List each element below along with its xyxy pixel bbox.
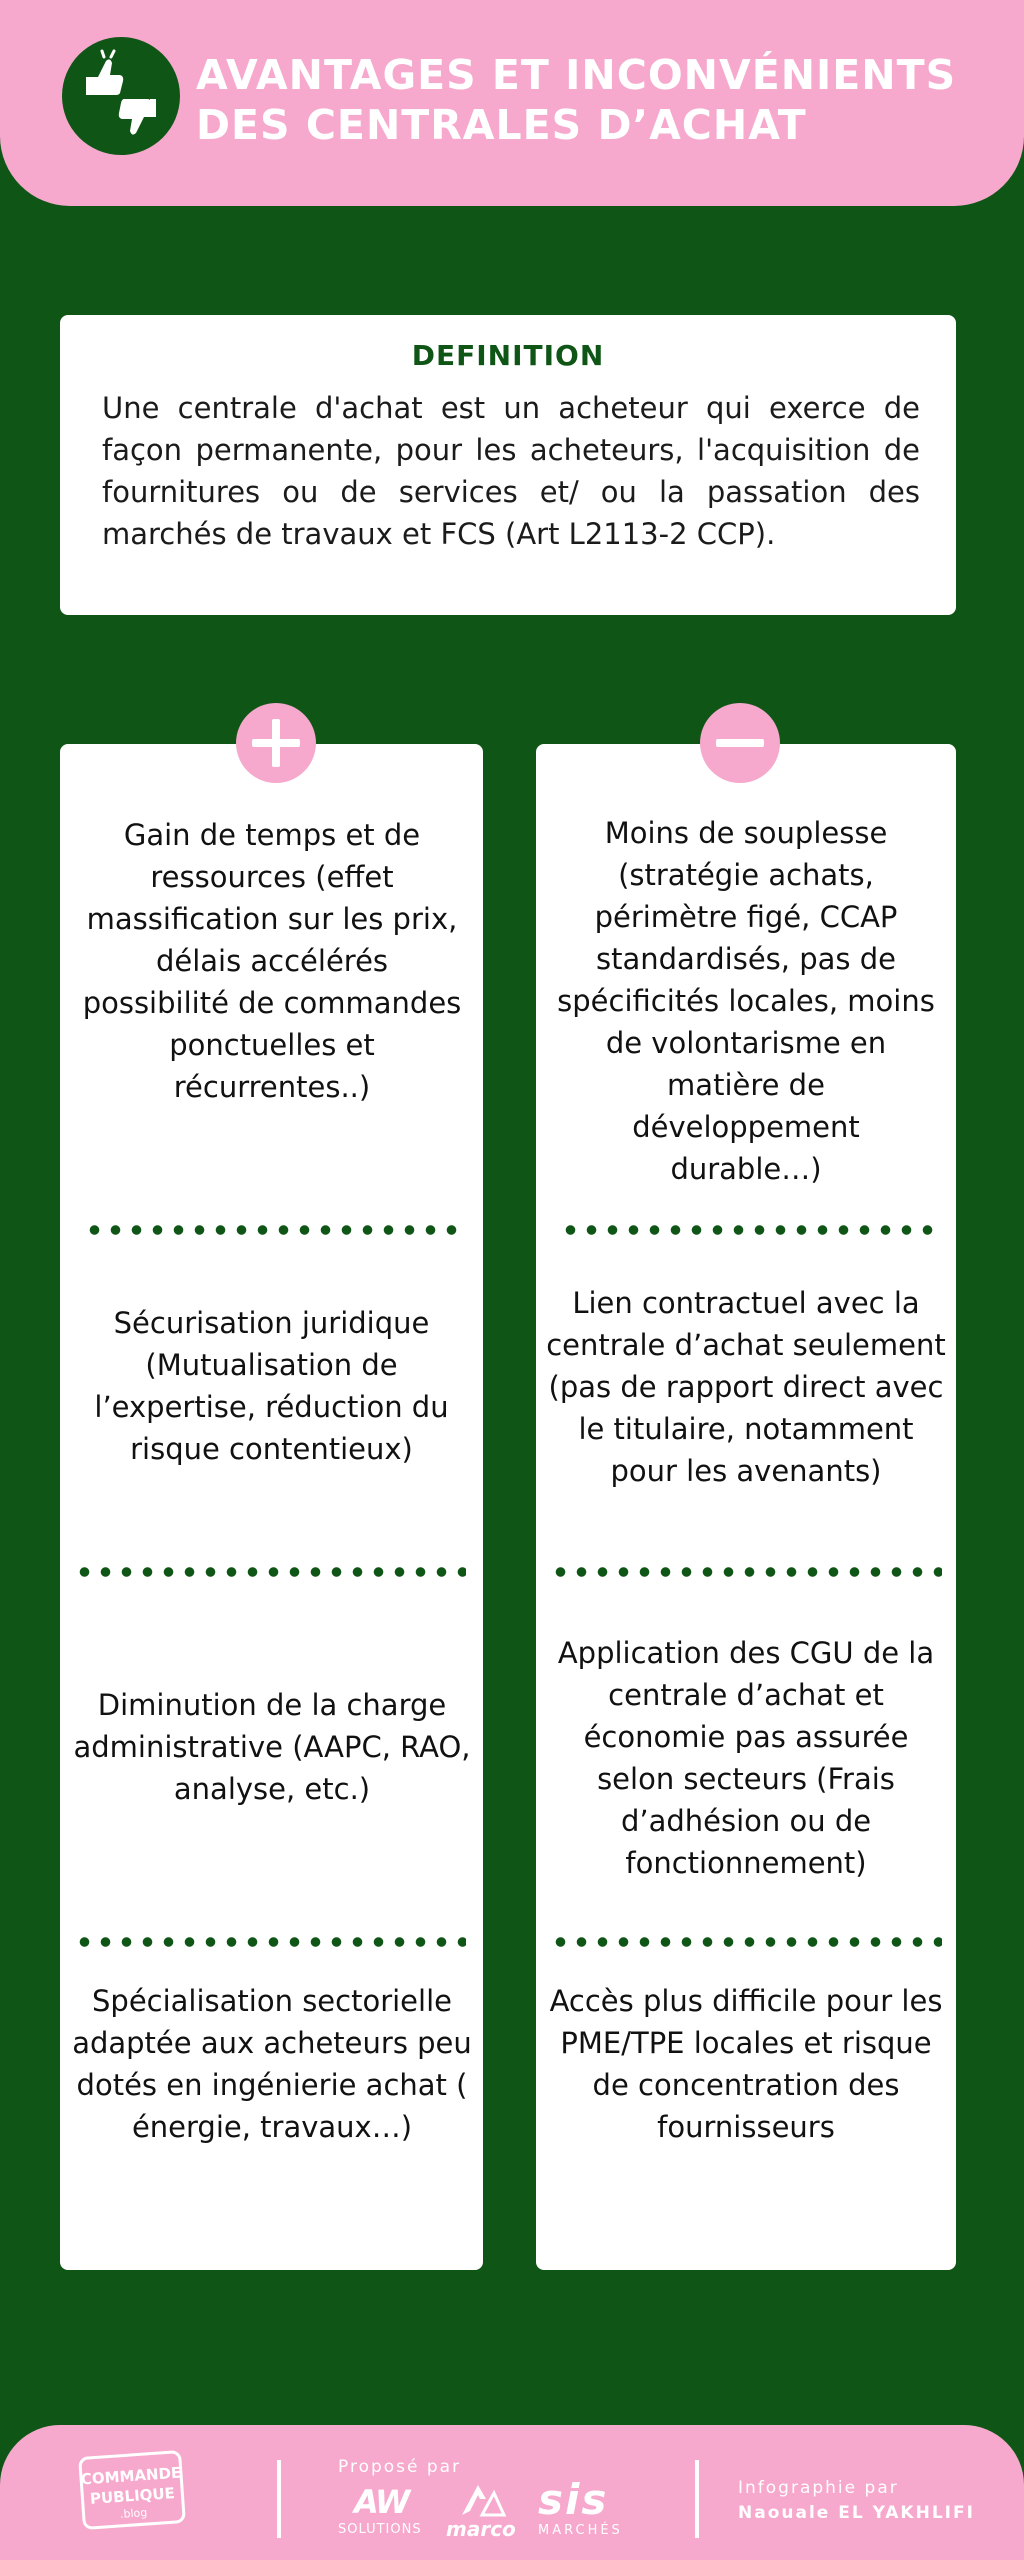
thumbs-up-down-icon (62, 37, 180, 155)
marco-logo: marco (446, 2517, 516, 2541)
dotted-divider (84, 1224, 462, 1236)
footer-divider (277, 2460, 281, 2538)
logo-text-1: COMMANDE (80, 2463, 182, 2489)
advantage-item-2: Sécurisation juridique (Mutualisation de l’expertise, réduction du risque contentieux) (94, 1306, 449, 1466)
commande-publique-logo (78, 2449, 188, 2533)
disadvantage-item-1: Moins de souplesse (stratégie achats, périmètre figé, CCAP standardisés, pas de spécificités locales, moins de volontarisme en matière de développement durable…) (557, 816, 935, 1186)
title-line-2: DES CENTRALES D’ACHAT (196, 101, 807, 149)
disadvantage-item-2: Lien contractuel avec la centrale d’achat seulement (pas de rapport direct avec le titulaire, notamment pour les avenants) (546, 1286, 946, 1488)
logo-text-2: PUBLIQUE (89, 2484, 176, 2508)
dotted-divider (74, 1566, 466, 1578)
footer-divider (695, 2460, 699, 2538)
page-title (196, 50, 996, 150)
plus-icon (236, 703, 316, 783)
disadvantage-item-4: Accès plus difficile pour les PME/TPE locales et risque de concentration des fournisseurs (549, 1984, 943, 2144)
aw-solutions-subtitle: SOLUTIONS (338, 2522, 422, 2537)
dotted-divider (74, 1936, 466, 1948)
title-line-1: AVANTAGES ET INCONVÉNIENTS (196, 51, 957, 99)
footer-banner (0, 2425, 1024, 2560)
marco-icon (458, 2481, 508, 2521)
advantage-item-3: Diminution de la charge administrative (AAPC, RAO, analyse, etc.) (73, 1688, 471, 1806)
header-banner (0, 0, 1024, 206)
dotted-divider (550, 1566, 942, 1578)
logo-text-3: .blog (119, 2506, 148, 2521)
sis-logo: sis (538, 2475, 609, 2524)
disadvantages-column (536, 744, 956, 2270)
dotted-divider (550, 1936, 942, 1948)
credit-label: Infographie par (738, 2478, 899, 2498)
credit-name: Naouale EL YAKHLIFI (738, 2503, 975, 2523)
disadvantage-item-3: Application des CGU de la centrale d’achat et économie pas assurée selon secteurs (Frais d’adhésion ou de fonctionnement) (557, 1636, 935, 1880)
dotted-divider (560, 1224, 938, 1236)
advantage-item-4: Spécialisation sectorielle adaptée aux acheteurs peu dotés en ingénierie achat ( énergie, travaux…) (72, 1984, 472, 2144)
proposed-label: Proposé par (338, 2457, 462, 2477)
advantage-item-1: Gain de temps et de ressources (effet massification sur les prix, délais accélérés possibilité de commandes ponctuelles et récurrentes..) (82, 818, 462, 1104)
definition-heading: DEFINITION (411, 339, 605, 372)
definition-card (60, 315, 956, 615)
sis-subtitle: MARCHÉS (538, 2523, 623, 2538)
minus-icon (700, 703, 780, 783)
advantages-column (60, 744, 483, 2270)
definition-text: Une centrale d'achat est un acheteur qui exerce de façon permanente, pour les acheteurs, l'acquisition de fournitures ou de services et/ ou la passation des marchés de travaux et FCS (Art L2113-2 CCP). (102, 391, 920, 551)
aw-solutions-logo: AW (354, 2483, 409, 2521)
